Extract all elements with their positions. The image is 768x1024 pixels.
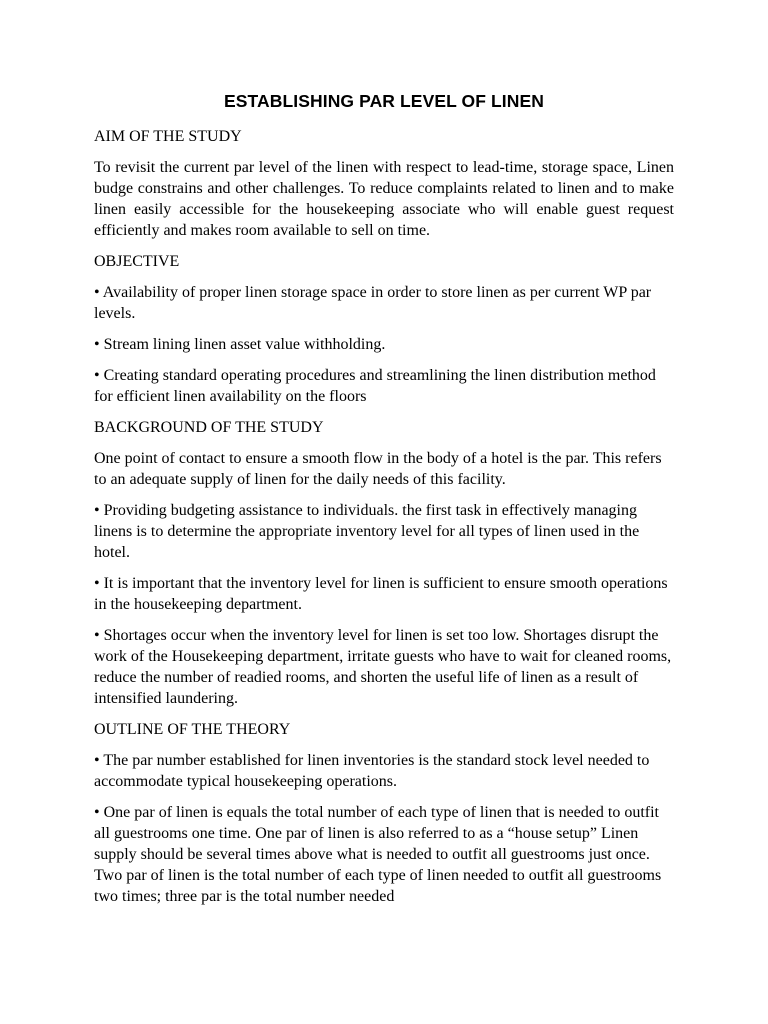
- section-objective: [94, 251, 674, 407]
- section-outline: [94, 719, 674, 907]
- section-heading: BACKGROUND OF THE STUDY: [94, 419, 324, 436]
- section-background: [94, 417, 674, 709]
- bullet-paragraph: • Stream lining linen asset value withholding.: [94, 336, 386, 353]
- section-aim: [94, 126, 674, 241]
- paragraph: To revisit the current par level of the linen with respect to lead-time, storage space, Linen budge constrains and other challenges. To reduce complaints related to linen and to make linen easily accessible for the housekeeping associate who will enable guest request efficiently and makes room available to sell on time.: [94, 159, 674, 239]
- bullet-paragraph: • Availability of proper linen storage space in order to store linen as per current WP par levels.: [94, 284, 652, 322]
- paragraph: One point of contact to ensure a smooth flow in the body of a hotel is the par. This refers to an adequate supply of linen for the daily needs of this facility.: [94, 450, 662, 488]
- bullet-paragraph: • The par number established for linen inventories is the standard stock level needed to accommodate typical housekeeping operations.: [94, 752, 650, 790]
- section-heading: OBJECTIVE: [94, 253, 180, 270]
- bullet-paragraph: • One par of linen is equals the total number of each type of linen that is needed to outfit all guestrooms one time. One par of linen is also referred to as a “house setup” Linen supply should be several times above what is needed to outfit all guestrooms just once. Two par of linen is the total number of each type of linen needed to outfit all guestrooms two times; three par is the total number needed: [94, 804, 662, 905]
- section-heading: OUTLINE OF THE THEORY: [94, 721, 291, 738]
- bullet-paragraph: • Shortages occur when the inventory level for linen is set too low. Shortages disrupt the work of the Housekeeping department, irritate guests who have to wait for cleaned rooms, reduce the number of readied rooms, and shorten the useful life of linen as a result of intensified laundering.: [94, 627, 672, 707]
- bullet-paragraph: • Creating standard operating procedures and streamlining the linen distribution method for efficient linen availability on the floors: [94, 367, 656, 405]
- bullet-paragraph: • It is important that the inventory level for linen is sufficient to ensure smooth operations in the housekeeping department.: [94, 575, 668, 613]
- section-heading: AIM OF THE STUDY: [94, 128, 242, 145]
- document-title: ESTABLISHING PAR LEVEL OF LINEN: [223, 91, 545, 111]
- document-body: [94, 86, 674, 917]
- bullet-paragraph: • Providing budgeting assistance to individuals. the first task in effectively managing linens is to determine the appropriate inventory level for all types of linen used in the hotel.: [94, 502, 640, 561]
